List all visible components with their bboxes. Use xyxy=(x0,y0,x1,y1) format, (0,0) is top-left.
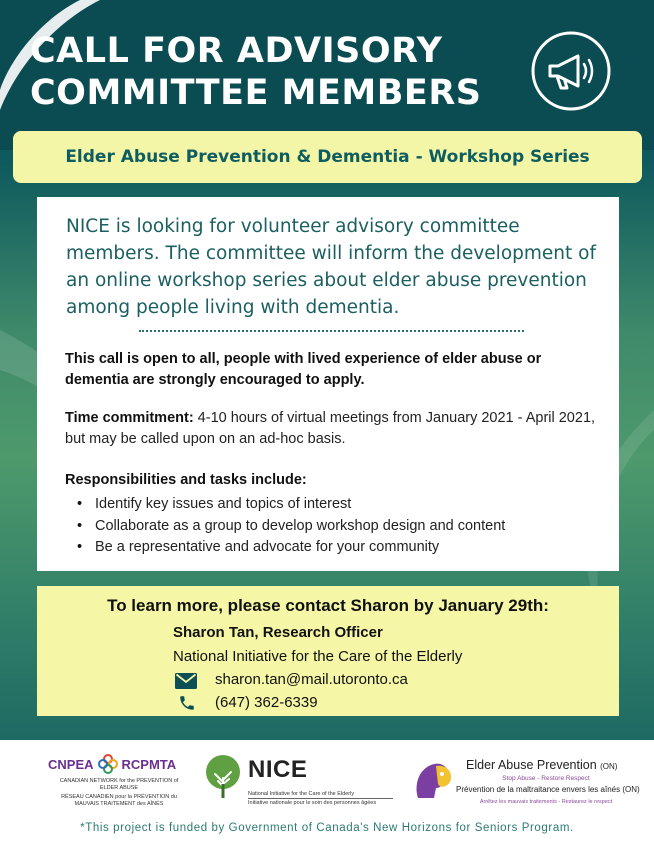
contact-organization: National Initiative for the Care of the Elderly xyxy=(173,648,463,665)
cnpea-flower-icon xyxy=(98,754,118,774)
cnpea-subtext xyxy=(54,778,184,808)
contact-panel xyxy=(37,586,619,716)
eap-tagline: Stop Abuse - Restore Respect xyxy=(502,775,590,782)
time-commitment-label: Time commitment: xyxy=(65,410,194,426)
contact-heading: To learn more, please contact Sharon by January 29th: xyxy=(107,596,549,615)
phone-icon xyxy=(178,694,196,712)
time-commitment xyxy=(65,408,605,450)
open-call-text: This call is open to all, people with lived experience of elder abuse or dementia are strongly encouraged to apply. xyxy=(65,351,542,388)
logo-strip xyxy=(0,742,654,822)
contact-phone[interactable]: (647) 362-6339 xyxy=(215,694,318,711)
nice-wordmark: NICE xyxy=(248,756,308,783)
time-commitment-text: 4-10 hours of virtual meetings from January 2021 - April 2021, but may be called upon on an ad-hoc basis. xyxy=(65,410,596,447)
eap-title: Elder Abuse Prevention xyxy=(466,758,597,772)
title-line-2: COMMITTEE MEMBERS xyxy=(30,73,482,113)
tree-icon xyxy=(202,754,244,800)
eap-region: (ON) xyxy=(600,762,618,771)
contact-name: Sharon Tan, Research Officer xyxy=(173,624,383,641)
page-title xyxy=(30,30,530,114)
eap-face-icon xyxy=(412,758,456,802)
responsibilities-heading: Responsibilities and tasks include: xyxy=(65,472,307,488)
nice-logo xyxy=(200,754,390,819)
responsibilities-list xyxy=(77,494,597,559)
dotted-divider xyxy=(139,330,524,332)
megaphone-icon xyxy=(530,30,612,112)
nice-english-name: National Initiative for the Care of the Elderly xyxy=(248,790,393,799)
list-item: • Identify key issues and topics of interest xyxy=(77,494,597,516)
eap-french-title: Prévention de la maltraitance envers les aînés (ON) xyxy=(456,785,640,794)
subtitle-banner: Elder Abuse Prevention & Dementia - Workshop Series xyxy=(13,131,642,183)
nice-subtext xyxy=(248,790,393,807)
eap-french-tagline: Arrêtez les mauvais traitements - Restaurez le respect xyxy=(479,799,613,805)
eap-logo xyxy=(410,754,640,819)
funding-note: *This project is funded by Government of Canada's New Horizons for Seniors Program. xyxy=(80,822,574,834)
list-item: • Be a representative and advocate for your community xyxy=(77,537,597,559)
list-item: • Collaborate as a group to develop workshop design and content xyxy=(77,516,597,538)
title-line-1: CALL FOR ADVISORY xyxy=(30,31,443,71)
cnpea-wordmark: CNPEA xyxy=(48,756,94,772)
cnpea-english-name: CANADIAN NETWORK for the PREVENTION of ELDER ABUSE xyxy=(59,778,179,791)
contact-email[interactable]: sharon.tan@mail.utoronto.ca xyxy=(215,671,408,688)
email-icon xyxy=(175,673,197,689)
info-card xyxy=(37,197,619,571)
eap-wordmark xyxy=(466,758,617,772)
intro-text: NICE is looking for volunteer advisory committee members. The committee will inform the development of an online workshop series about elder abuse prevention among people living with dementia. xyxy=(66,216,596,318)
rcpmta-wordmark: RCPMTA xyxy=(121,756,177,772)
nice-french-name: Initiative nationale pour le soin des personnes âgées xyxy=(248,800,377,806)
cnpea-logo xyxy=(48,750,188,820)
cnpea-french-name: RÉSEAU CANADIEN pour la PRÉVENTION du MAUVAIS TRAITEMENT des AÎNÉS xyxy=(61,794,177,807)
